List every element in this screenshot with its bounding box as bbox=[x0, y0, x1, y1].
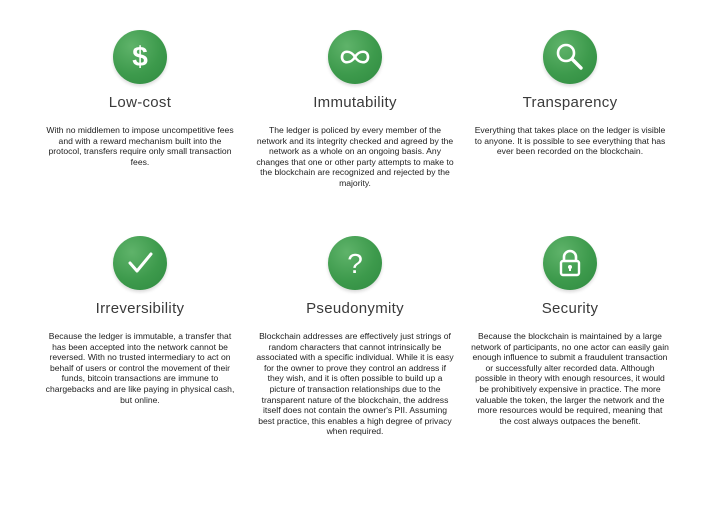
feature-title: Irreversibility bbox=[95, 300, 185, 317]
feature-title: Immutability bbox=[313, 94, 397, 111]
feature-description: Because the blockchain is maintained by a large network of participants, no one actor can easily gain enough influence to submit a fraudulent transaction or successfully alter recorded data. Although possible in theory with enough resources, it would be prohibitively expensive in practice. The more valuable the token, the larger the network and the more resources would be required, meaning that the cost always outpaces the benefit. bbox=[471, 331, 669, 426]
feature-description: Blockchain addresses are effectively just strings of random characters that cannot intrinsically be associated with a specific individual. While it is easy for the owner to prove they control an address if they wish, and it is often possible to build up a picture of transaction relationships due to the transparent nature of the blockchain, the address itself does not contain the owner's PII. Assuming best practice, this enables a high degree of privacy when required. bbox=[256, 331, 454, 437]
question-icon bbox=[328, 236, 382, 290]
feature-immutability bbox=[250, 30, 460, 189]
feature-title: Pseudonymity bbox=[306, 300, 404, 317]
feature-description: Because the ledger is immutable, a transfer that has been accepted into the network cannot be reversed. With no trusted intermediary to act on behalf of users or control the movement of their funds, bitcoin transactions are immune to chargebacks and are like paying in physical cash, but online. bbox=[45, 331, 235, 405]
feature-pseudonymity bbox=[250, 236, 460, 437]
feature-description: Everything that takes place on the ledger is visible to anyone. It is possible to see everything that has ever been recorded on the blockchain. bbox=[474, 125, 666, 157]
padlock-icon bbox=[543, 236, 597, 290]
feature-title: Transparency bbox=[522, 94, 618, 111]
magnifier-icon bbox=[543, 30, 597, 84]
feature-description: The ledger is policed by every member of the network and its integrity checked and agreed by the network as a whole on an ongoing basis. Any changes that one or other party attempts to make to the blockchain are recognized and rejected by the majority. bbox=[256, 125, 454, 188]
feature-low-cost bbox=[35, 30, 245, 167]
svg-text:$: $ bbox=[132, 41, 148, 72]
dollar-icon bbox=[113, 30, 167, 84]
svg-text:?: ? bbox=[347, 248, 363, 279]
feature-transparency bbox=[465, 30, 675, 157]
feature-irreversibility bbox=[35, 236, 245, 405]
feature-title: Low-cost bbox=[108, 94, 172, 111]
feature-title: Security bbox=[541, 300, 599, 317]
feature-description: With no middlemen to impose uncompetitive fees and with a reward mechanism built into the protocol, transfers require only small transaction fees. bbox=[46, 125, 234, 167]
checkmark-icon bbox=[113, 236, 167, 290]
feature-security bbox=[465, 236, 675, 426]
infinity-icon bbox=[328, 30, 382, 84]
